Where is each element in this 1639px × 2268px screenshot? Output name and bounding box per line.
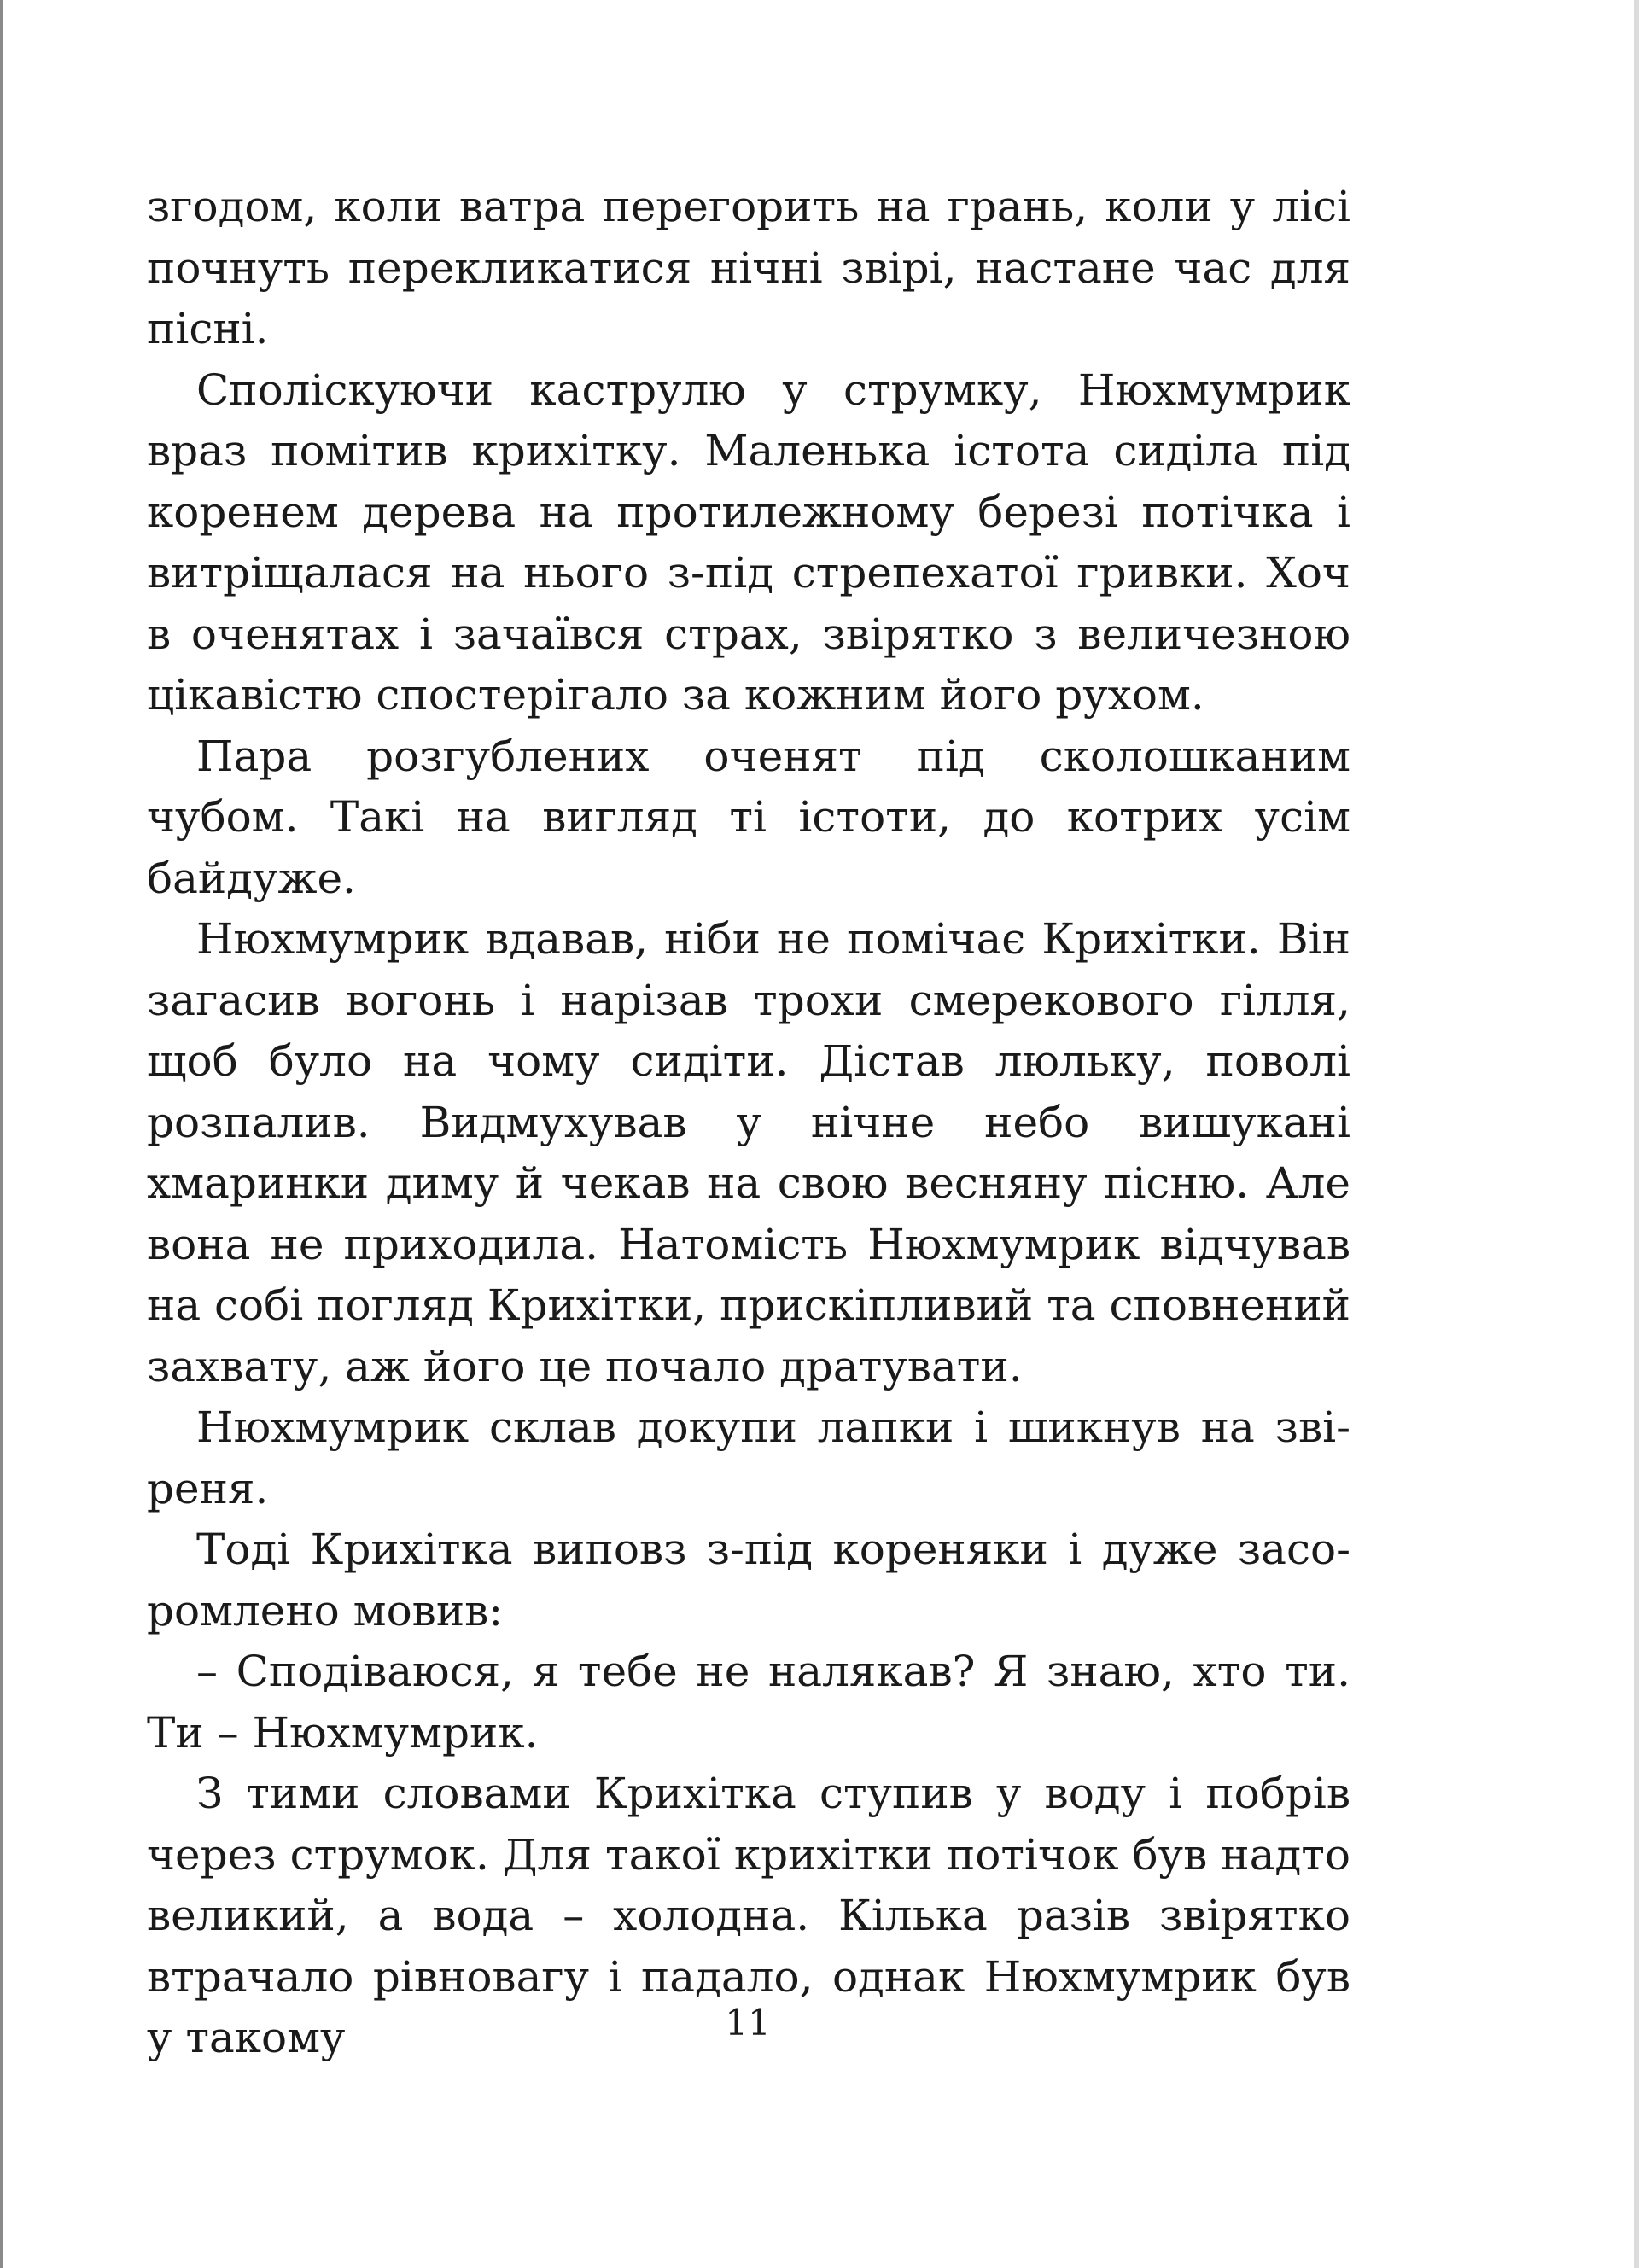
paragraph-2: Споліскуючи каструлю у струмку, Нюхмумрик враз помітив крихітку. Маленька істота сиділа під коренем дерева на протилежному березі потічка і витріщалася на нього з-під стрепехатої гривки. Хоч в оченятах і зачаївся страх, звірятко з величезною цікавістю спостерігало за кожним його рухом. xyxy=(147,364,1350,720)
body-text xyxy=(147,177,1350,2069)
paragraph-8: З тими словами Крихітка ступив у воду і побрів через струмок. Для такої крихітки потічок був надто великий, а вода – холодна. Кілька разів звірятко втрачало рівновагу і падало, однак Нюхмумрик був у такому xyxy=(147,1769,1350,2062)
paragraph-4: Нюхмумрик вдавав, ніби не помічає Крихітки. Він загасив вогонь і нарізав трохи смерекового гілля, щоб було на чому сидіти. Дістав люльку, поволі розпалив. Видмухував у нічне небо вишукані хмаринки диму й чекав на свою весняну пісню. Але вона не приходила. Натомість Нюхмумрик відчував на собі погляд Крихітки, прискіпливий та сповнений захвату, аж його це почало дратувати. xyxy=(147,914,1350,1391)
paragraph-3: Пара розгублених оченят під сколошканим чубом. Такі на вигляд ті істоти, до котрих усім байдуже. xyxy=(147,731,1350,903)
page-edge-left xyxy=(0,0,3,2268)
paragraph-5: Нюхмумрик склав докупи лапки і шикнув на звіреня. xyxy=(147,1402,1350,1513)
paragraph-6: Тоді Крихітка виповз з-під кореняки і дуже засоромлено мовив: xyxy=(147,1525,1350,1635)
page-number: 11 xyxy=(725,2002,771,2044)
page-edge-right xyxy=(1634,0,1639,2268)
paragraph-7: – Сподіваюся, я тебе не налякав? Я знаю, хто ти. Ти – Нюхмумрик. xyxy=(147,1647,1350,1758)
paragraph-1: згодом, коли ватра перегорить на грань, коли у лісі почнуть перекликатися нічні звірі, настане час для пісні. xyxy=(147,182,1350,353)
